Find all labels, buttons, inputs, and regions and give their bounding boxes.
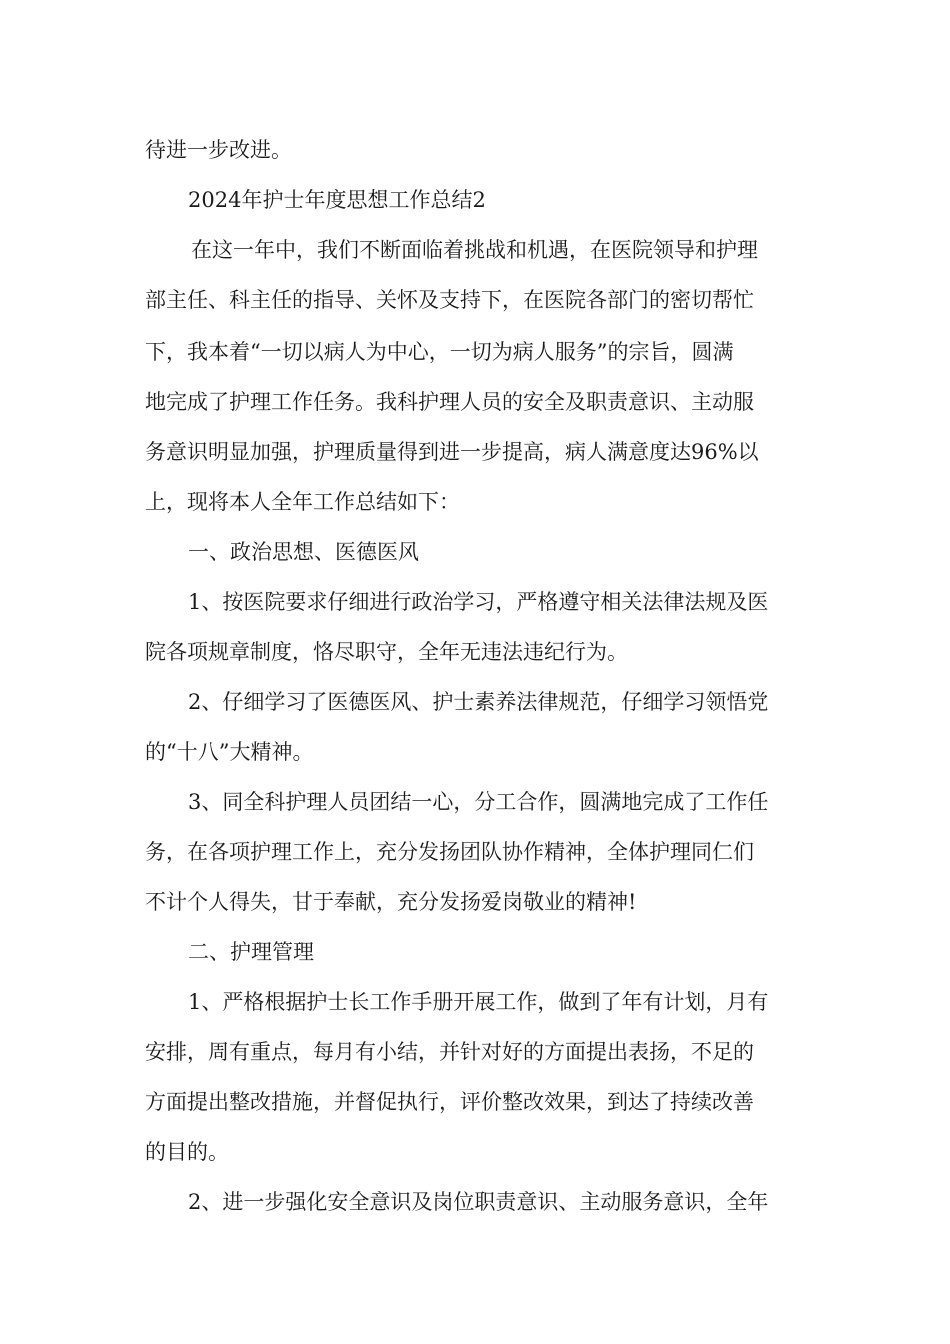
text-line: 部主任、科主任的指导、关怀及支持下，在医院各部门的密切帮忙 [145,288,754,312]
text-line: 2、仔细学习了医德医风、护士素养法律规范，仔细学习领悟党 [188,690,769,714]
text-line: 的“十八”大精神。 [145,740,314,764]
text-line: 在这一年中，我们不断面临着挑战和机遇，在医院领导和护理 [191,238,758,262]
text-line: 3、同全科护理人员团结一心，分工合作，圆满地完成了工作任 [188,790,769,814]
text-line: 不计个人得失，甘于奉献，充分发扬爱岗敬业的精神! [145,890,637,914]
text-line: 上，现将本人全年工作总结如下： [145,490,460,514]
text-line: 2、进一步强化安全意识及岗位职责意识、主动服务意识，全年 [188,1190,769,1214]
heading: 一、政治思想、医德医风 [188,540,419,564]
text-line: 待进一步改进。 [145,138,292,162]
text-line: 院各项规章制度，恪尽职守，全年无违法违纪行为。 [145,640,628,664]
heading: 二、护理管理 [188,940,314,964]
text-line: 下，我本着“一切以病人为中心，一切为病人服务”的宗旨，圆满 [145,340,734,364]
text-line: 务意识明显加强，护理质量得到进一步提高，病人满意度达96%以 [145,440,759,464]
text-line: 方面提出整改措施，并督促执行，评价整改效果，到达了持续改善 [145,1090,754,1114]
text-line: 的目的。 [145,1140,229,1164]
section-title: 2024年护士年度思想工作总结2 [188,188,486,212]
text-line: 1、严格根据护士长工作手册开展工作，做到了年有计划，月有 [188,990,769,1014]
text-line: 务，在各项护理工作上，充分发扬团队协作精神，全体护理同仁们 [145,840,754,864]
text-line: 安排，周有重点，每月有小结，并针对好的方面提出表扬，不足的 [145,1040,754,1064]
text-line: 1、按医院要求仔细进行政治学习，严格遵守相关法律法规及医 [188,590,769,614]
text-line: 地完成了护理工作任务。我科护理人员的安全及职责意识、主动服 [145,390,754,414]
